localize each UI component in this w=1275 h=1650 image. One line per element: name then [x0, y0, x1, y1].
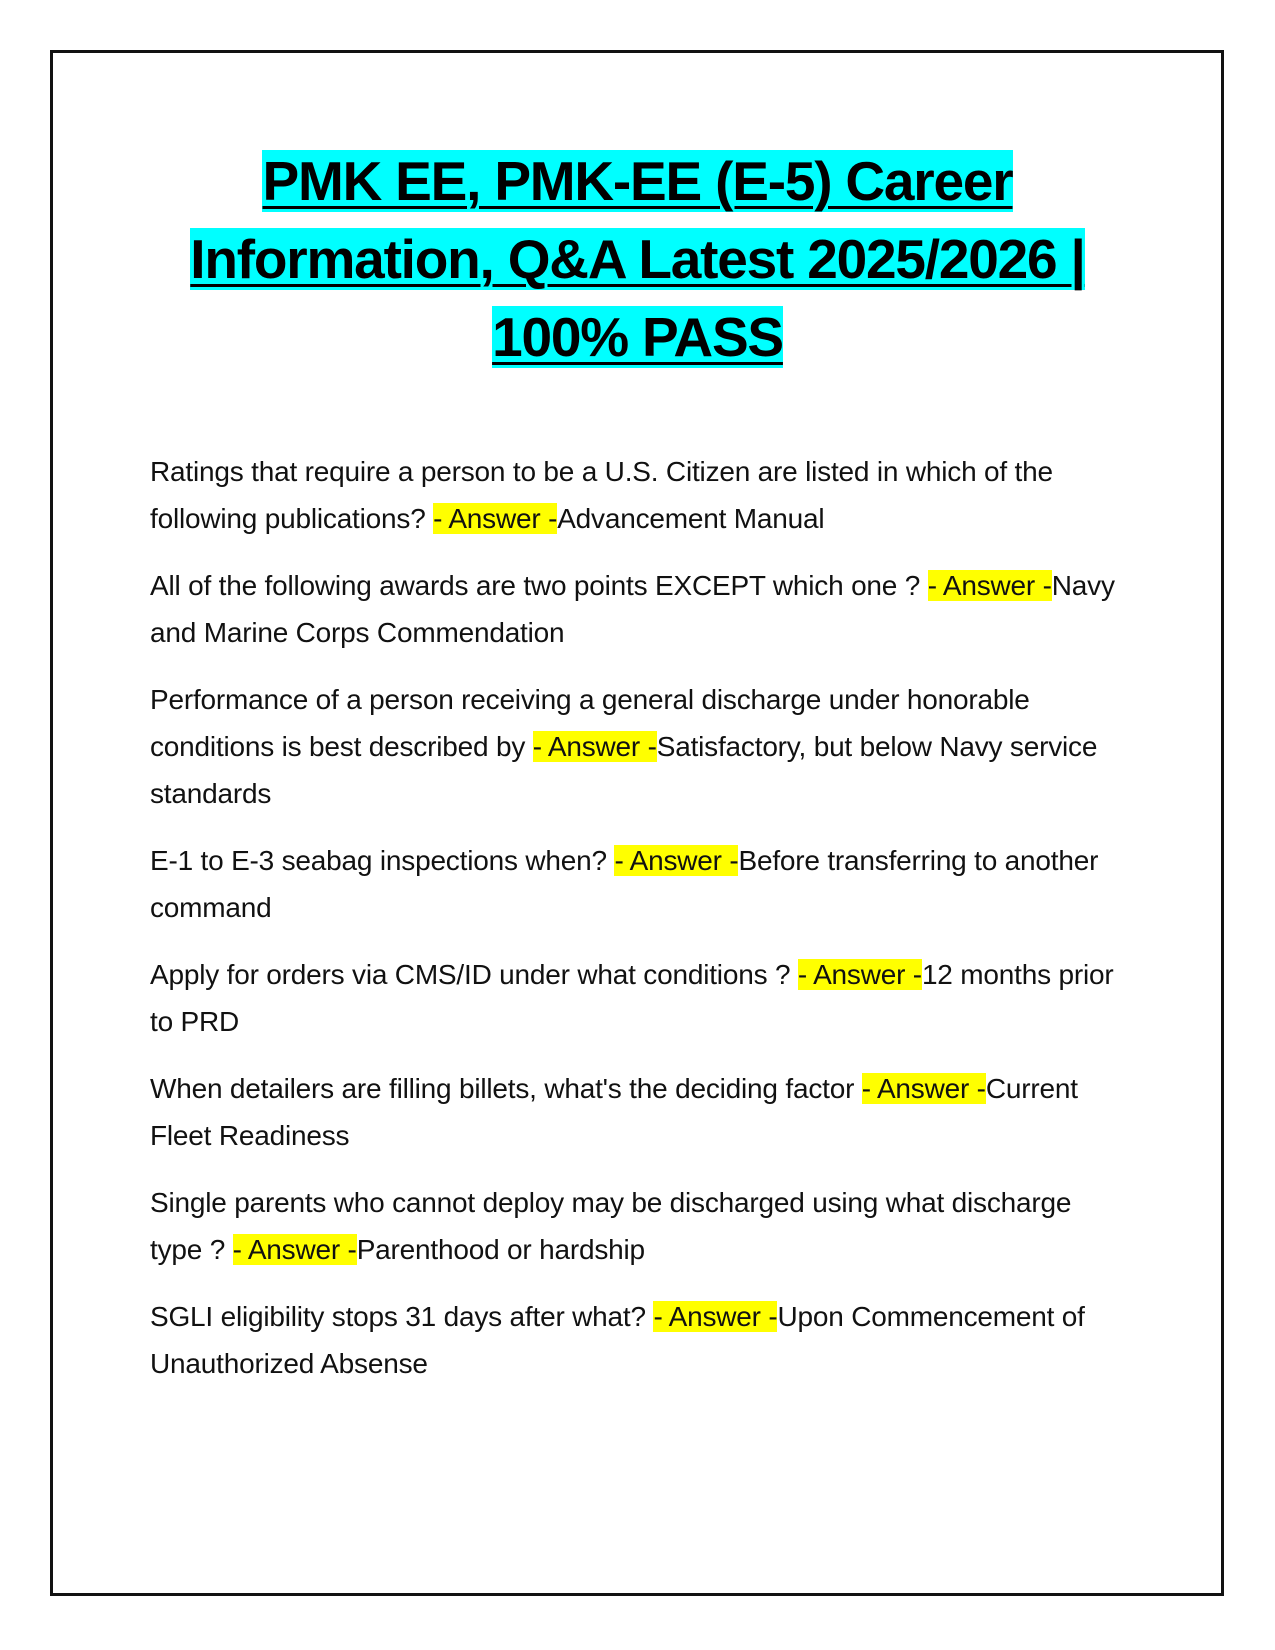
answer-tag: - Answer - — [797, 959, 922, 990]
answer-text: Navy and Marine Corps Commendation — [150, 570, 1115, 648]
document-title — [150, 142, 1125, 376]
qa-item — [150, 448, 1125, 542]
answer-text: Before transferring to another command — [150, 845, 1099, 923]
question-text: When detailers are filling billets, what's the deciding factor — [150, 1073, 862, 1104]
question-text: E-1 to E-3 seabag inspections when? — [150, 845, 615, 876]
answer-tag: - Answer - — [532, 731, 657, 762]
answer-tag: - Answer - — [653, 1301, 778, 1332]
question-text: Performance of a person receiving a general discharge under honorable conditions is best described by — [150, 684, 1030, 762]
qa-item — [150, 951, 1125, 1045]
qa-list — [150, 448, 1125, 1407]
answer-tag: - Answer - — [433, 503, 558, 534]
answer-text: 12 months prior to PRD — [150, 959, 1114, 1037]
question-text: All of the following awards are two points EXCEPT which one ? — [150, 570, 928, 601]
qa-item — [150, 676, 1125, 817]
answer-tag: - Answer - — [927, 570, 1052, 601]
answer-text: Advancement Manual — [557, 503, 825, 534]
document-title-text: PMK EE, PMK-EE (E-5) Career Information, Q&A Latest 2025/2026 | 100% PASS — [190, 150, 1085, 368]
answer-text: Upon Commencement of Unauthorized Absense — [150, 1301, 1085, 1379]
question-text: Single parents who cannot deploy may be discharged using what discharge type ? — [150, 1187, 1072, 1265]
qa-item — [150, 562, 1125, 656]
qa-item — [150, 837, 1125, 931]
answer-tag: - Answer - — [614, 845, 739, 876]
answer-text: Satisfactory, but below Navy service standards — [150, 731, 1098, 809]
answer-tag: - Answer - — [232, 1234, 357, 1265]
answer-text: Current Fleet Readiness — [150, 1073, 1078, 1151]
question-text: Apply for orders via CMS/ID under what conditions ? — [150, 959, 798, 990]
qa-item — [150, 1065, 1125, 1159]
question-text: Ratings that require a person to be a U.S. Citizen are listed in which of the following publications? — [150, 456, 1053, 534]
qa-item — [150, 1293, 1125, 1387]
qa-item — [150, 1179, 1125, 1273]
answer-text: Parenthood or hardship — [356, 1234, 645, 1265]
question-text: SGLI eligibility stops 31 days after what? — [150, 1301, 654, 1332]
answer-tag: - Answer - — [861, 1073, 986, 1104]
